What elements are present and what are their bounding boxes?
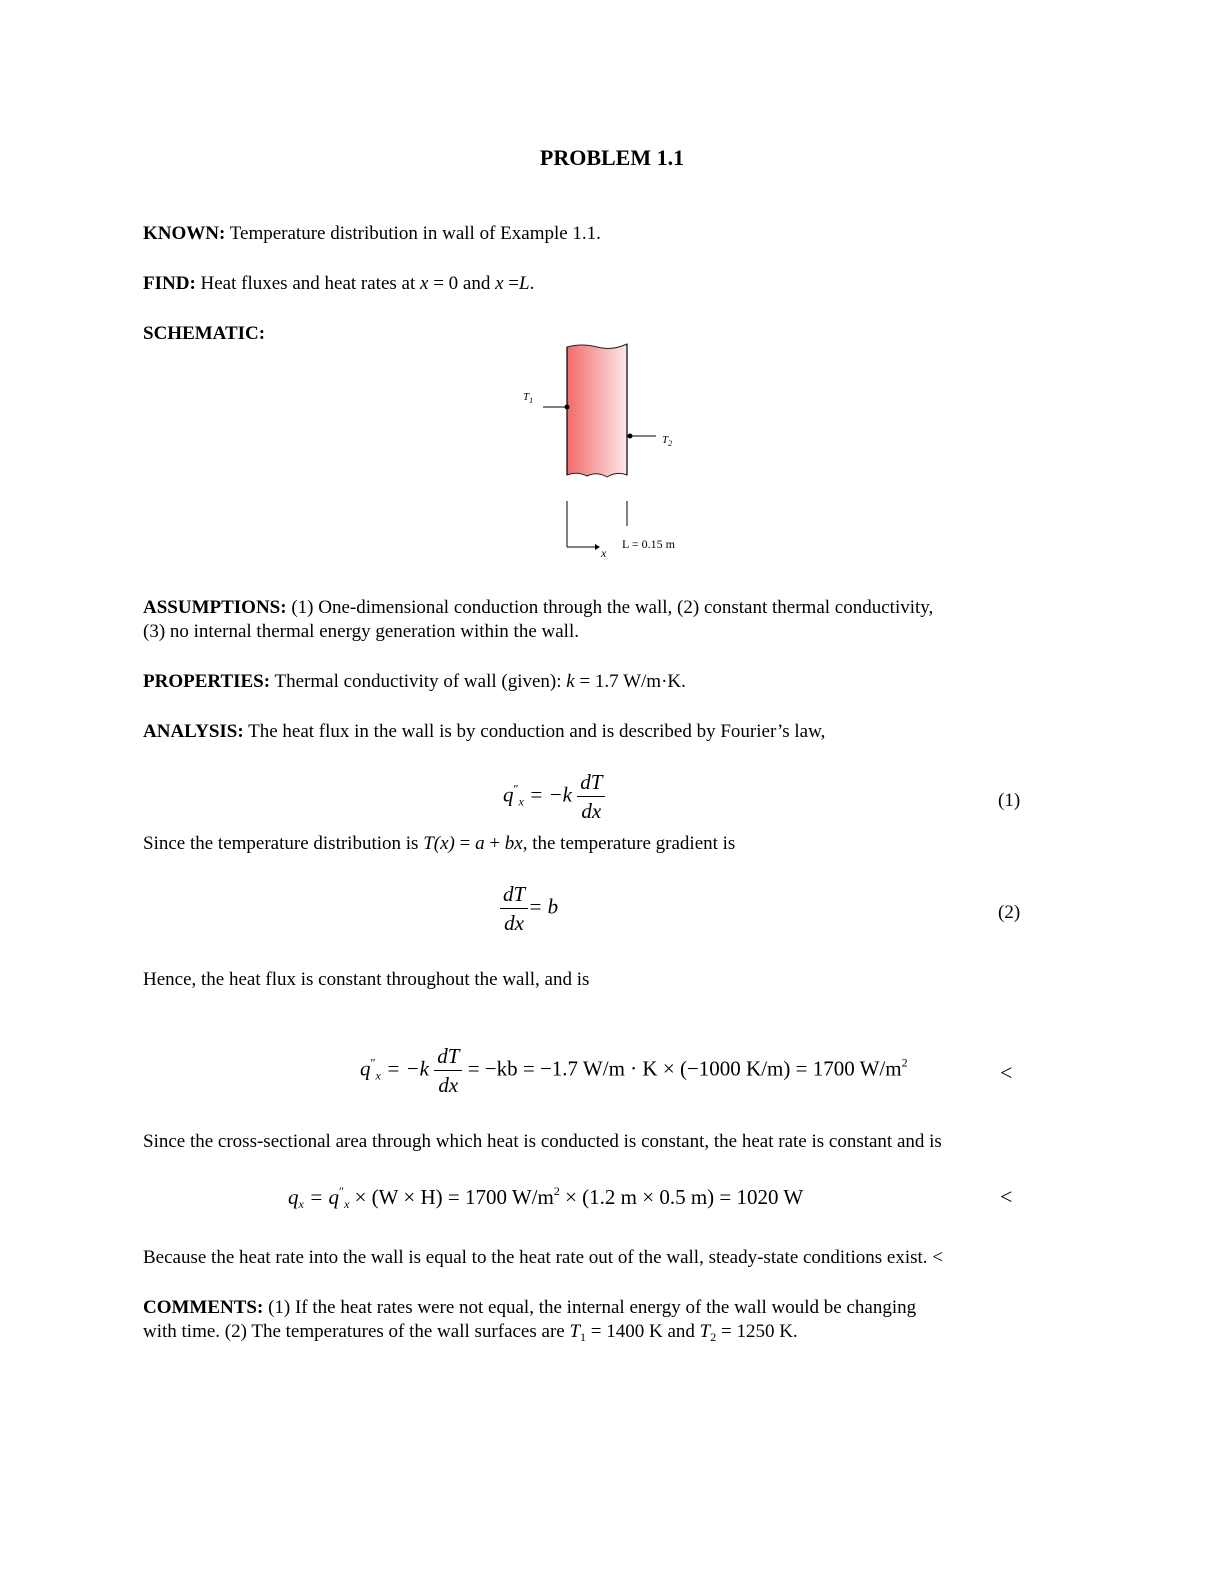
analysis-text: The heat flux in the wall is by conduction and is described by Fourier’s law, [248, 721, 826, 742]
assumptions-line-1 [143, 596, 933, 620]
equation-3 [360, 1044, 908, 1097]
eq4-result-marker: < [1000, 1184, 1013, 1209]
comments-T2-sub: 2 [710, 1330, 717, 1344]
x-axis-label: x [601, 546, 607, 560]
eq3-rhs-b: (−1000 K/m) [679, 1056, 791, 1081]
eq3-denominator: dx [438, 1073, 459, 1097]
equation-2 [500, 882, 558, 935]
find-x1: x [420, 273, 429, 294]
comments-T1: T [569, 1321, 581, 1342]
since1-text-a: Since the temperature distribution is [143, 833, 419, 854]
equation-4 [288, 1184, 803, 1212]
eq1-lhs-sup: ″ [513, 781, 519, 796]
since1-plus: + [489, 833, 501, 854]
eq3-numerator: dT [434, 1044, 462, 1071]
eq4-lhs-sub: x [298, 1197, 304, 1211]
find-text-d: . [529, 273, 535, 294]
eq4-mid-sup2: 2 [553, 1184, 560, 1198]
eq2-denominator: dx [504, 911, 524, 935]
comments-line-2 [143, 1320, 798, 1349]
comments-text-1: (1) If the heat rates were not equal, the internal energy of the wall would be changing [268, 1297, 917, 1318]
eq2-fraction [500, 882, 528, 935]
eq3-lhs-sup: ″ [370, 1055, 376, 1070]
t2-dot [628, 434, 633, 439]
page-title: PROBLEM 1.1 [539, 145, 685, 170]
eq4-mid-c: × [559, 1185, 583, 1209]
find-x2: x [495, 273, 504, 294]
eq4-mid-a: = q [303, 1185, 339, 1209]
assumptions-line-2: (3) no internal thermal energy generation within the wall. [143, 621, 579, 642]
find-text-a: Heat fluxes and heat rates at [200, 273, 416, 294]
since1-bx: bx [504, 833, 523, 854]
L-dimension-label: L = 0.15 m [622, 537, 675, 551]
eq3-fraction [434, 1044, 462, 1097]
comments-line-1 [143, 1296, 916, 1320]
properties-k: k [566, 671, 575, 692]
wall-body [567, 344, 627, 477]
comments-label: COMMENTS: [143, 1297, 264, 1318]
eq4-lhs: q [288, 1185, 299, 1209]
eq1-lhs-sub: x [518, 794, 524, 809]
comments-text-2a: with time. (2) The temperatures of the wall surfaces are [143, 1321, 565, 1342]
eq1-denominator: dx [581, 799, 602, 823]
t2-label: $T_2$ [662, 434, 673, 448]
comments-T2: T [699, 1321, 711, 1342]
since1-a: a [475, 833, 485, 854]
find-text-c: = [508, 273, 519, 294]
eq1-numerator: dT [577, 770, 605, 797]
hence-paragraph: Hence, the heat flux is constant throughout the wall, and is [143, 969, 590, 990]
eq4-paren: (1.2 m × 0.5 m) [582, 1185, 715, 1209]
assumptions-label: ASSUMPTIONS: [143, 597, 287, 618]
eq2-rhs: = b [528, 894, 559, 919]
equation-2-number: (2) [998, 902, 1021, 923]
since-distribution-paragraph [143, 832, 735, 856]
since-area-paragraph: Since the cross-sectional area through which heat is conducted is constant, the heat rate is constant and is [143, 1131, 942, 1152]
x-axis-arrowhead [595, 544, 600, 550]
eq3-mid: = −k [380, 1056, 429, 1081]
properties-paragraph [143, 670, 686, 694]
comments-T1-sub: 1 [580, 1330, 587, 1344]
t1-label: $T_1$ [523, 391, 534, 405]
since1-Tx: T(x) [423, 833, 455, 854]
known-label: KNOWN: [143, 223, 226, 244]
since1-text-b: = [459, 833, 471, 854]
eq1-fraction [577, 770, 605, 823]
assumptions-text-1: (1) One-dimensional conduction through the wall, (2) constant thermal conductivity, [291, 597, 934, 618]
find-paragraph [143, 272, 534, 296]
eq3-rhs-a: = −kb = −1.7 W/m · K × [462, 1056, 680, 1081]
eq4-mid-b: × (W × H) = 1700 W/m [349, 1185, 554, 1209]
eq3-rhs-sup: 2 [901, 1055, 908, 1070]
eq1-lhs: q [503, 782, 514, 807]
t1-dot [565, 405, 570, 410]
known-text: Temperature distribution in wall of Example 1.1. [229, 223, 601, 244]
because-paragraph: Because the heat rate into the wall is equal to the heat rate out of the wall, steady-state conditions exist. < [143, 1247, 944, 1268]
eq1-mid: = −k [523, 782, 572, 807]
comments-text-2b: = 1400 K and [590, 1321, 695, 1342]
eq3-result-marker: < [1000, 1060, 1013, 1085]
analysis-paragraph [143, 720, 825, 744]
analysis-label: ANALYSIS: [143, 721, 244, 742]
comments-text-2c: = 1250 K. [720, 1321, 798, 1342]
equation-1 [503, 770, 605, 823]
schematic-label: SCHEMATIC: [143, 323, 266, 344]
eq3-rhs-c: = 1700 W/m [790, 1056, 902, 1081]
eq3-lhs: q [360, 1056, 371, 1081]
known-paragraph [143, 222, 601, 246]
equation-1-number: (1) [998, 790, 1021, 811]
wall-schematic [500, 335, 720, 565]
properties-text-b: = 1.7 W/m·K. [579, 671, 686, 692]
eq4-rhs: = 1020 W [714, 1185, 804, 1209]
eq4-mid-sup: ″ [339, 1184, 344, 1198]
find-text-b: = 0 and [433, 273, 491, 294]
eq3-lhs-sub: x [375, 1068, 381, 1083]
eq4-mid-sub: x [344, 1197, 350, 1211]
eq2-numerator: dT [500, 882, 528, 909]
properties-text-a: Thermal conductivity of wall (given): [274, 671, 562, 692]
find-label: FIND: [143, 273, 196, 294]
since1-text-c: , the temperature gradient is [522, 833, 736, 854]
properties-label: PROPERTIES: [143, 671, 271, 692]
find-L: L [519, 273, 530, 294]
